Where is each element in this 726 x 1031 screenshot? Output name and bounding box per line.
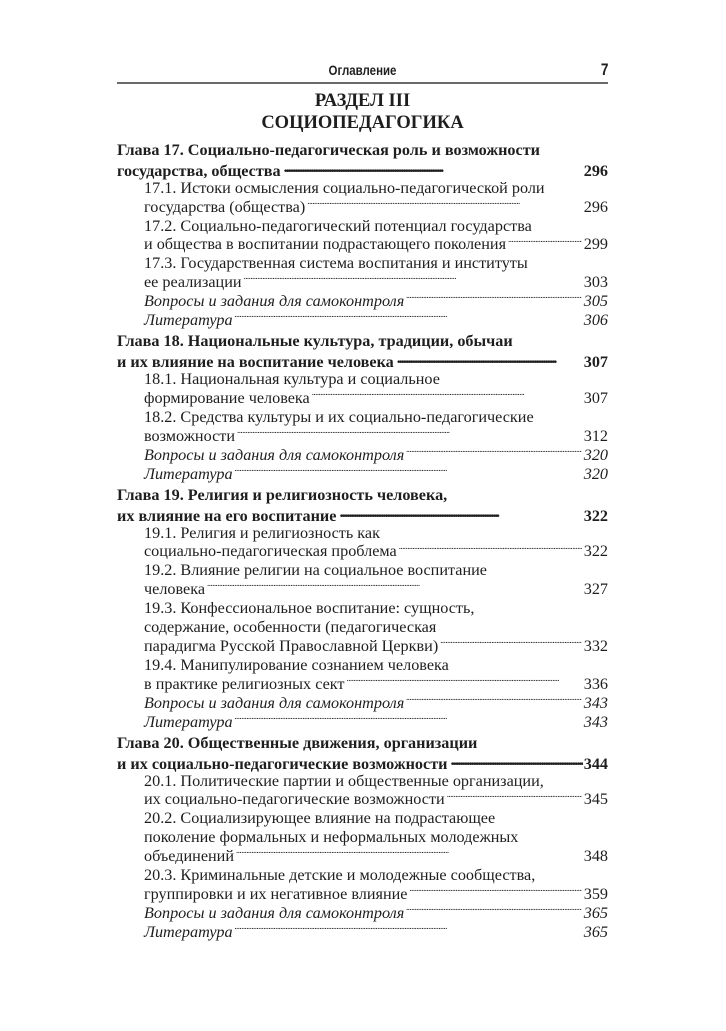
entry-text: 19.2. Влияние религии на социальное воспитание bbox=[144, 561, 487, 580]
entry-line bbox=[144, 427, 608, 446]
dot-leader bbox=[406, 904, 581, 918]
entry-text: 18.1. Национальная культура и социальное bbox=[144, 370, 440, 389]
dot-leader bbox=[347, 675, 582, 689]
toc-subsection-entry[interactable] bbox=[117, 217, 608, 255]
toc-subsection-entry[interactable] bbox=[117, 370, 608, 408]
entry-page-number: 299 bbox=[583, 235, 608, 254]
entry-text: 18.2. Средства культуры и их социально-педагогические bbox=[144, 407, 534, 426]
dot-leader bbox=[409, 885, 581, 899]
entry-text: 17.1. Истоки осмысления социально-педагогической роли bbox=[144, 178, 545, 197]
entry-text: социально-педагогическая проблема bbox=[144, 542, 397, 561]
entry-line bbox=[144, 923, 608, 942]
entry-line bbox=[144, 904, 608, 923]
chapter-title-line[interactable] bbox=[117, 734, 608, 753]
toc-supplementary-entry[interactable] bbox=[117, 923, 608, 942]
entry-text: 20.3. Криминальные детские и молодежные сообщества, bbox=[144, 866, 536, 885]
entry-text: объединений bbox=[144, 847, 235, 866]
dot-leader bbox=[440, 637, 582, 651]
toc-subsection-entry[interactable] bbox=[117, 254, 608, 292]
entry-text: Литература bbox=[144, 712, 233, 731]
entry-page-number: 312 bbox=[583, 426, 608, 445]
entry-line bbox=[144, 713, 608, 732]
entry-line bbox=[144, 389, 608, 408]
toc-supplementary-entry[interactable] bbox=[117, 292, 608, 311]
entry-text: парадигма Русской Православной Церкви) bbox=[144, 636, 439, 655]
dot-leader bbox=[406, 694, 581, 708]
entry-text: Вопросы и задания для самоконтроля bbox=[144, 445, 405, 464]
entry-text: их социально-педагогические возможности bbox=[144, 790, 445, 809]
entry-text: Вопросы и задания для самоконтроля bbox=[144, 292, 405, 311]
entry-page-number: 365 bbox=[583, 922, 608, 941]
dot-leader bbox=[235, 713, 582, 727]
entry-text: 20.1. Политические партии и общественные организации, bbox=[144, 771, 544, 790]
toc-subsection-entry[interactable] bbox=[117, 772, 608, 810]
page-header bbox=[117, 60, 608, 84]
toc-subsection-entry[interactable] bbox=[117, 656, 608, 694]
entry-text: Литература bbox=[144, 311, 233, 330]
entry-page-number: 348 bbox=[583, 847, 608, 866]
entry-page-number: 345 bbox=[583, 790, 608, 809]
entry-text: возможности bbox=[144, 426, 235, 445]
chapter-title-text: Глава 20. Общественные движения, организации bbox=[117, 733, 478, 752]
entry-text: Литература bbox=[144, 922, 233, 941]
entry-line bbox=[144, 866, 608, 885]
entry-page-number: 307 bbox=[583, 388, 608, 407]
entry-text: в практике религиозных сект bbox=[144, 674, 345, 693]
entry-text: 20.2. Социализирующее влияние на подрастающее bbox=[144, 809, 496, 828]
entry-line bbox=[144, 292, 608, 311]
dot-leader bbox=[207, 580, 582, 594]
dot-leader bbox=[450, 753, 582, 769]
entry-page-number: 320 bbox=[583, 464, 608, 483]
entry-line bbox=[144, 198, 608, 217]
dot-leader bbox=[237, 427, 582, 441]
chapter-title-text: Глава 17. Социально-педагогическая роль и возможности bbox=[117, 141, 540, 159]
entry-line bbox=[144, 524, 608, 543]
entry-page-number: 303 bbox=[583, 273, 608, 292]
toc-supplementary-entry[interactable] bbox=[117, 713, 608, 732]
entry-page-number: 306 bbox=[583, 311, 608, 330]
section-number: РАЗДЕЛ III bbox=[314, 91, 411, 111]
entry-line bbox=[144, 179, 608, 198]
dot-leader bbox=[235, 311, 582, 325]
toc-supplementary-entry[interactable] bbox=[117, 311, 608, 330]
dot-leader bbox=[235, 923, 582, 937]
entry-line bbox=[144, 311, 608, 330]
chapter-title-line[interactable] bbox=[117, 160, 608, 179]
entry-page-number: 336 bbox=[583, 674, 608, 693]
entry-text: государства (общества) bbox=[144, 197, 306, 216]
entry-text: 17.3. Государственная система воспитания и институты bbox=[144, 254, 528, 273]
entry-line bbox=[144, 217, 608, 236]
entry-text: 19.3. Конфессиональное воспитание: сущность, bbox=[144, 599, 475, 618]
entry-line bbox=[144, 542, 608, 561]
chapter-title-text: Глава 18. Национальные культура, традиции, обычаи bbox=[117, 332, 513, 351]
dot-leader bbox=[236, 847, 582, 861]
dot-leader bbox=[244, 273, 582, 287]
chapter-page-number: 322 bbox=[583, 506, 608, 525]
entry-text: Вопросы и задания для самоконтроля bbox=[144, 903, 405, 922]
entry-line bbox=[144, 637, 608, 656]
entry-line bbox=[144, 618, 608, 637]
dot-leader bbox=[406, 446, 581, 460]
entry-line bbox=[144, 599, 608, 618]
toc-chapter bbox=[117, 141, 608, 330]
entry-page-number: 332 bbox=[583, 636, 608, 655]
chapter-page-number: 307 bbox=[583, 353, 608, 372]
chapter-title-line[interactable] bbox=[117, 351, 608, 370]
toc-supplementary-entry[interactable] bbox=[117, 446, 608, 465]
entry-line bbox=[144, 809, 608, 828]
dot-leader bbox=[397, 351, 583, 367]
entry-page-number: 343 bbox=[583, 712, 608, 731]
entry-page-number: 305 bbox=[583, 292, 608, 311]
entry-page-number: 359 bbox=[583, 884, 608, 903]
toc-chapter bbox=[117, 734, 608, 942]
chapter-title-text: и их влияние на воспитание человека bbox=[117, 353, 394, 372]
chapter-page-number: 296 bbox=[583, 161, 608, 180]
entry-line bbox=[144, 465, 608, 484]
chapter-title-text: Глава 19. Религия и религиозность человека, bbox=[117, 485, 448, 504]
chapter-title-line[interactable] bbox=[117, 505, 608, 524]
entry-text: и общества в воспитании подрастающего поколения bbox=[144, 235, 507, 254]
entry-page-number: 322 bbox=[583, 542, 608, 561]
entry-page-number: 327 bbox=[583, 580, 608, 599]
table-of-contents bbox=[117, 141, 608, 944]
entry-line bbox=[144, 790, 608, 809]
dot-leader bbox=[235, 465, 582, 479]
chapter-title-text: государства, общества bbox=[117, 161, 281, 180]
toc-subsection-entry[interactable] bbox=[117, 179, 608, 217]
section-title: СОЦИОПЕДАГОГИКА bbox=[261, 113, 464, 133]
entry-text: Литература bbox=[144, 464, 233, 483]
entry-page-number: 296 bbox=[583, 197, 608, 216]
entry-text: 19.1. Религия и религиозность как bbox=[144, 523, 380, 542]
toc-subsection-entry[interactable] bbox=[117, 408, 608, 446]
entry-text: 19.4. Манипулирование сознанием человека bbox=[144, 655, 449, 674]
entry-line bbox=[144, 235, 608, 254]
dot-leader bbox=[284, 160, 583, 176]
entry-line bbox=[144, 273, 608, 292]
toc-subsection-entry[interactable] bbox=[117, 866, 608, 904]
entry-line bbox=[144, 772, 608, 791]
entry-line bbox=[144, 446, 608, 465]
entry-text: содержание, особенности (педагогическая bbox=[144, 618, 437, 637]
entry-line bbox=[144, 847, 608, 866]
chapter-title-line[interactable] bbox=[117, 141, 608, 160]
chapter-title-text: и их социально-педагогические возможности bbox=[117, 754, 448, 773]
entry-text: формирование человека bbox=[144, 388, 310, 407]
section-heading bbox=[117, 90, 608, 134]
entry-line bbox=[144, 694, 608, 713]
dot-leader bbox=[508, 235, 582, 249]
toc-chapter bbox=[117, 332, 608, 483]
entry-page-number: 320 bbox=[583, 445, 608, 464]
toc-subsection-entry[interactable] bbox=[117, 561, 608, 599]
toc-subsection-entry[interactable] bbox=[117, 599, 608, 656]
chapter-title-text: их влияние на его воспитание bbox=[117, 506, 337, 525]
toc-chapter bbox=[117, 486, 608, 732]
entry-text: 17.2. Социально-педагогический потенциал государства bbox=[144, 216, 532, 235]
toc-supplementary-entry[interactable] bbox=[117, 904, 608, 923]
chapter-title-line[interactable] bbox=[117, 332, 608, 351]
entry-text: человека bbox=[144, 580, 206, 599]
entry-text: Вопросы и задания для самоконтроля bbox=[144, 693, 405, 712]
toc-supplementary-entry[interactable] bbox=[117, 694, 608, 713]
dot-leader bbox=[307, 198, 581, 212]
entry-text: поколение формальных и неформальных молодежных bbox=[144, 828, 519, 847]
entry-line bbox=[144, 828, 608, 847]
toc-subsection-entry[interactable] bbox=[117, 809, 608, 866]
entry-text: ее реализации bbox=[144, 273, 242, 292]
toc-subsection-entry[interactable] bbox=[117, 524, 608, 562]
chapter-page-number: 344 bbox=[583, 754, 608, 773]
dot-leader bbox=[406, 292, 581, 306]
entry-line bbox=[144, 561, 608, 580]
dot-leader bbox=[339, 505, 582, 521]
running-title: Оглавление bbox=[328, 62, 397, 78]
toc-supplementary-entry[interactable] bbox=[117, 465, 608, 484]
entry-line bbox=[144, 254, 608, 273]
entry-line bbox=[144, 675, 608, 694]
entry-line bbox=[144, 370, 608, 389]
dot-leader bbox=[399, 542, 582, 556]
entry-line bbox=[144, 408, 608, 427]
dot-leader bbox=[447, 790, 582, 804]
entry-line bbox=[144, 656, 608, 675]
dot-leader bbox=[312, 389, 582, 403]
entry-text: группировки и их негативное влияние bbox=[144, 884, 408, 903]
entry-line bbox=[144, 885, 608, 904]
entry-line bbox=[144, 580, 608, 599]
chapter-title-line[interactable] bbox=[117, 486, 608, 505]
entry-page-number: 365 bbox=[583, 903, 608, 922]
chapter-title-line[interactable] bbox=[117, 753, 608, 772]
entry-page-number: 343 bbox=[583, 693, 608, 712]
page-number: 7 bbox=[600, 60, 608, 79]
